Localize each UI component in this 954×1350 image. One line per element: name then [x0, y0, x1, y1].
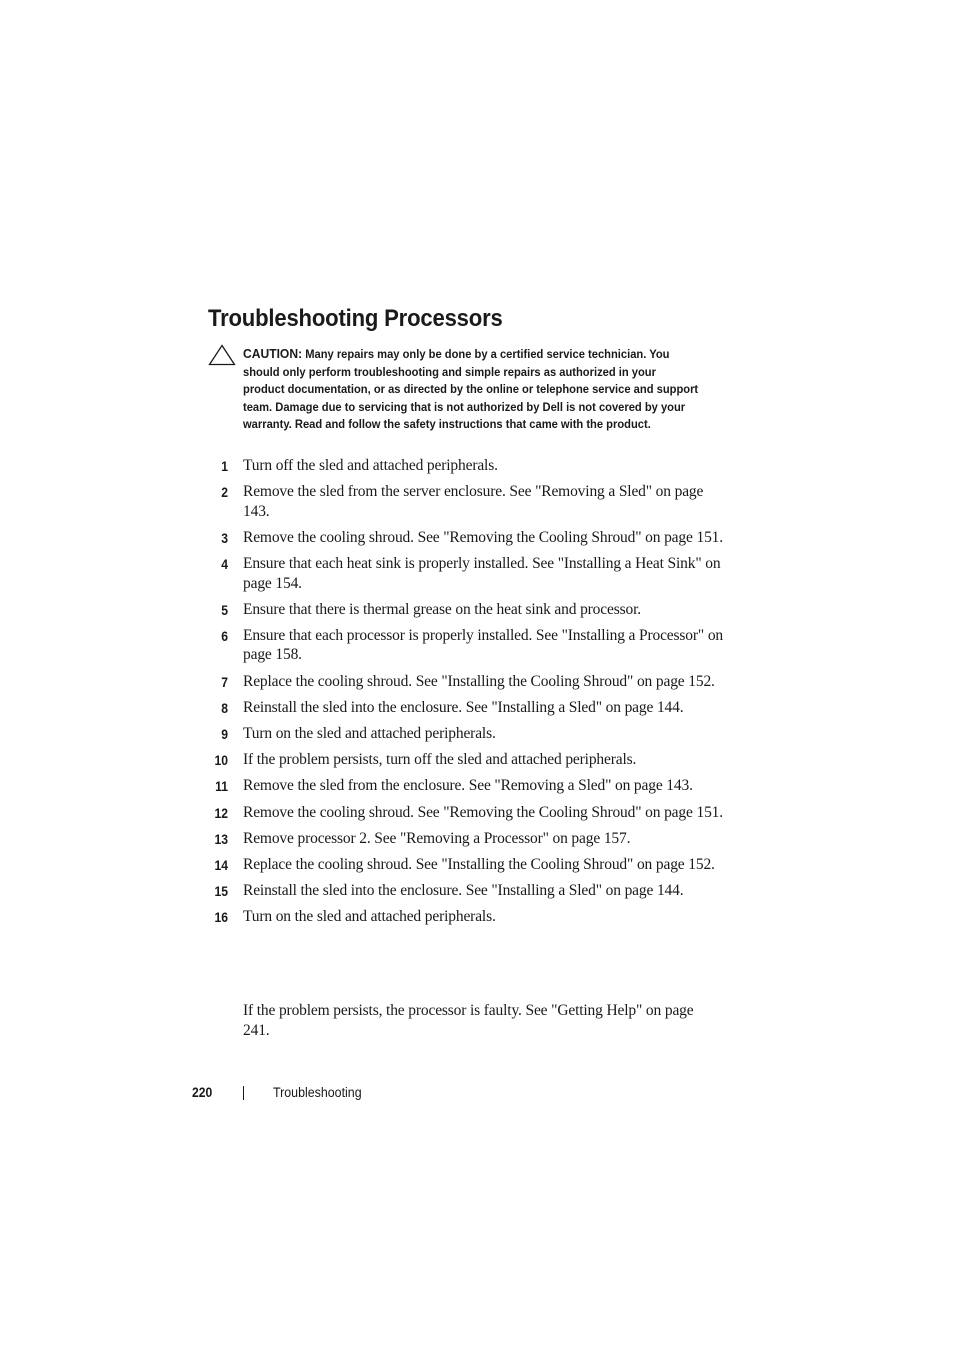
step-number: 13 [214, 831, 228, 847]
step-number: 11 [215, 779, 228, 795]
step-text: Replace the cooling shroud. See "Installing the Cooling Shroud" on page 152. [243, 855, 715, 873]
procedure-step [0, 482, 733, 521]
step-number: 15 [214, 884, 228, 900]
step-text: Turn on the sled and attached peripherals. [243, 725, 496, 742]
step-text: Reinstall the sled into the enclosure. See "Installing a Sled" on page 144. [243, 882, 684, 900]
procedure-step [0, 554, 733, 593]
procedure-step [0, 626, 733, 665]
procedure-step [0, 803, 733, 823]
procedure-step [0, 672, 733, 692]
footer-section-title: Troubleshooting [273, 1085, 362, 1100]
caution-message: Many repairs may only be done by a certified service technician. You should only perform troubleshooting and simple repairs as authorized in your product documentation, or as directed by the online or telephone service and support team. Damage due to servicing that is not authorized by Dell is not covered by your warranty. Read and follow the safety instructions that came with the product. [243, 347, 699, 432]
page-number: 220 [192, 1085, 213, 1100]
procedure-step [0, 829, 733, 849]
procedure-step [0, 600, 733, 620]
step-text: Ensure that each processor is properly installed. See "Installing a Processor" on page 158. [243, 626, 724, 664]
caution-triangle-icon [208, 344, 236, 366]
step-number: 7 [221, 674, 228, 690]
caution-label: CAUTION: [243, 346, 303, 361]
procedure-step [0, 855, 733, 875]
step-number: 10 [214, 753, 228, 769]
procedure-steps [0, 456, 954, 934]
step-text: Turn on the sled and attached peripherals. [243, 908, 496, 926]
step-text: Remove the cooling shroud. See "Removing the Cooling Shroud" on page 151. [243, 528, 723, 546]
caution-notice [243, 345, 699, 434]
step-number: 5 [221, 602, 228, 618]
step-number: 4 [221, 557, 228, 573]
step-number: 16 [214, 910, 228, 926]
step-text: Remove the sled from the enclosure. See "Removing a Sled" on page 143. [243, 777, 693, 795]
procedure-step [0, 456, 733, 476]
step-text: Ensure that each heat sink is properly installed. See "Installing a Heat Sink" on page 154. [243, 555, 721, 592]
procedure-step [0, 698, 733, 718]
step-text: Remove processor 2. See "Removing a Processor" on page 157. [243, 829, 631, 847]
procedure-step [0, 750, 733, 770]
step-text: Replace the cooling shroud. See "Installing the Cooling Shroud" on page 152. [243, 672, 715, 690]
step-text: Reinstall the sled into the enclosure. See "Installing a Sled" on page 144. [243, 698, 684, 716]
step-number: 14 [214, 857, 228, 873]
step-text: If the problem persists, turn off the sled and attached peripherals. [243, 751, 637, 769]
step-number: 2 [221, 485, 228, 501]
step-text: Remove the cooling shroud. See "Removing the Cooling Shroud" on page 151. [243, 803, 723, 821]
step-number: 12 [214, 805, 228, 821]
closing-note: If the problem persists, the processor is faulty. See "Getting Help" on page 241. [243, 1002, 694, 1039]
procedure-step [0, 907, 733, 927]
procedure-step [0, 724, 733, 744]
step-text: Ensure that there is thermal grease on the heat sink and processor. [243, 600, 641, 618]
page-title: Troubleshooting Processors [208, 305, 503, 332]
step-number: 9 [221, 727, 228, 742]
step-text: Turn off the sled and attached peripherals. [243, 457, 498, 474]
step-number: 3 [221, 530, 228, 546]
procedure-step [0, 776, 733, 796]
footer-separator [243, 1086, 244, 1100]
step-number: 6 [221, 628, 228, 644]
procedure-step [0, 528, 733, 548]
procedure-step [0, 881, 733, 901]
step-number: 8 [221, 700, 228, 716]
step-text: Remove the sled from the server enclosure. See "Removing a Sled" on page 143. [243, 483, 704, 520]
step-number: 1 [221, 459, 228, 474]
